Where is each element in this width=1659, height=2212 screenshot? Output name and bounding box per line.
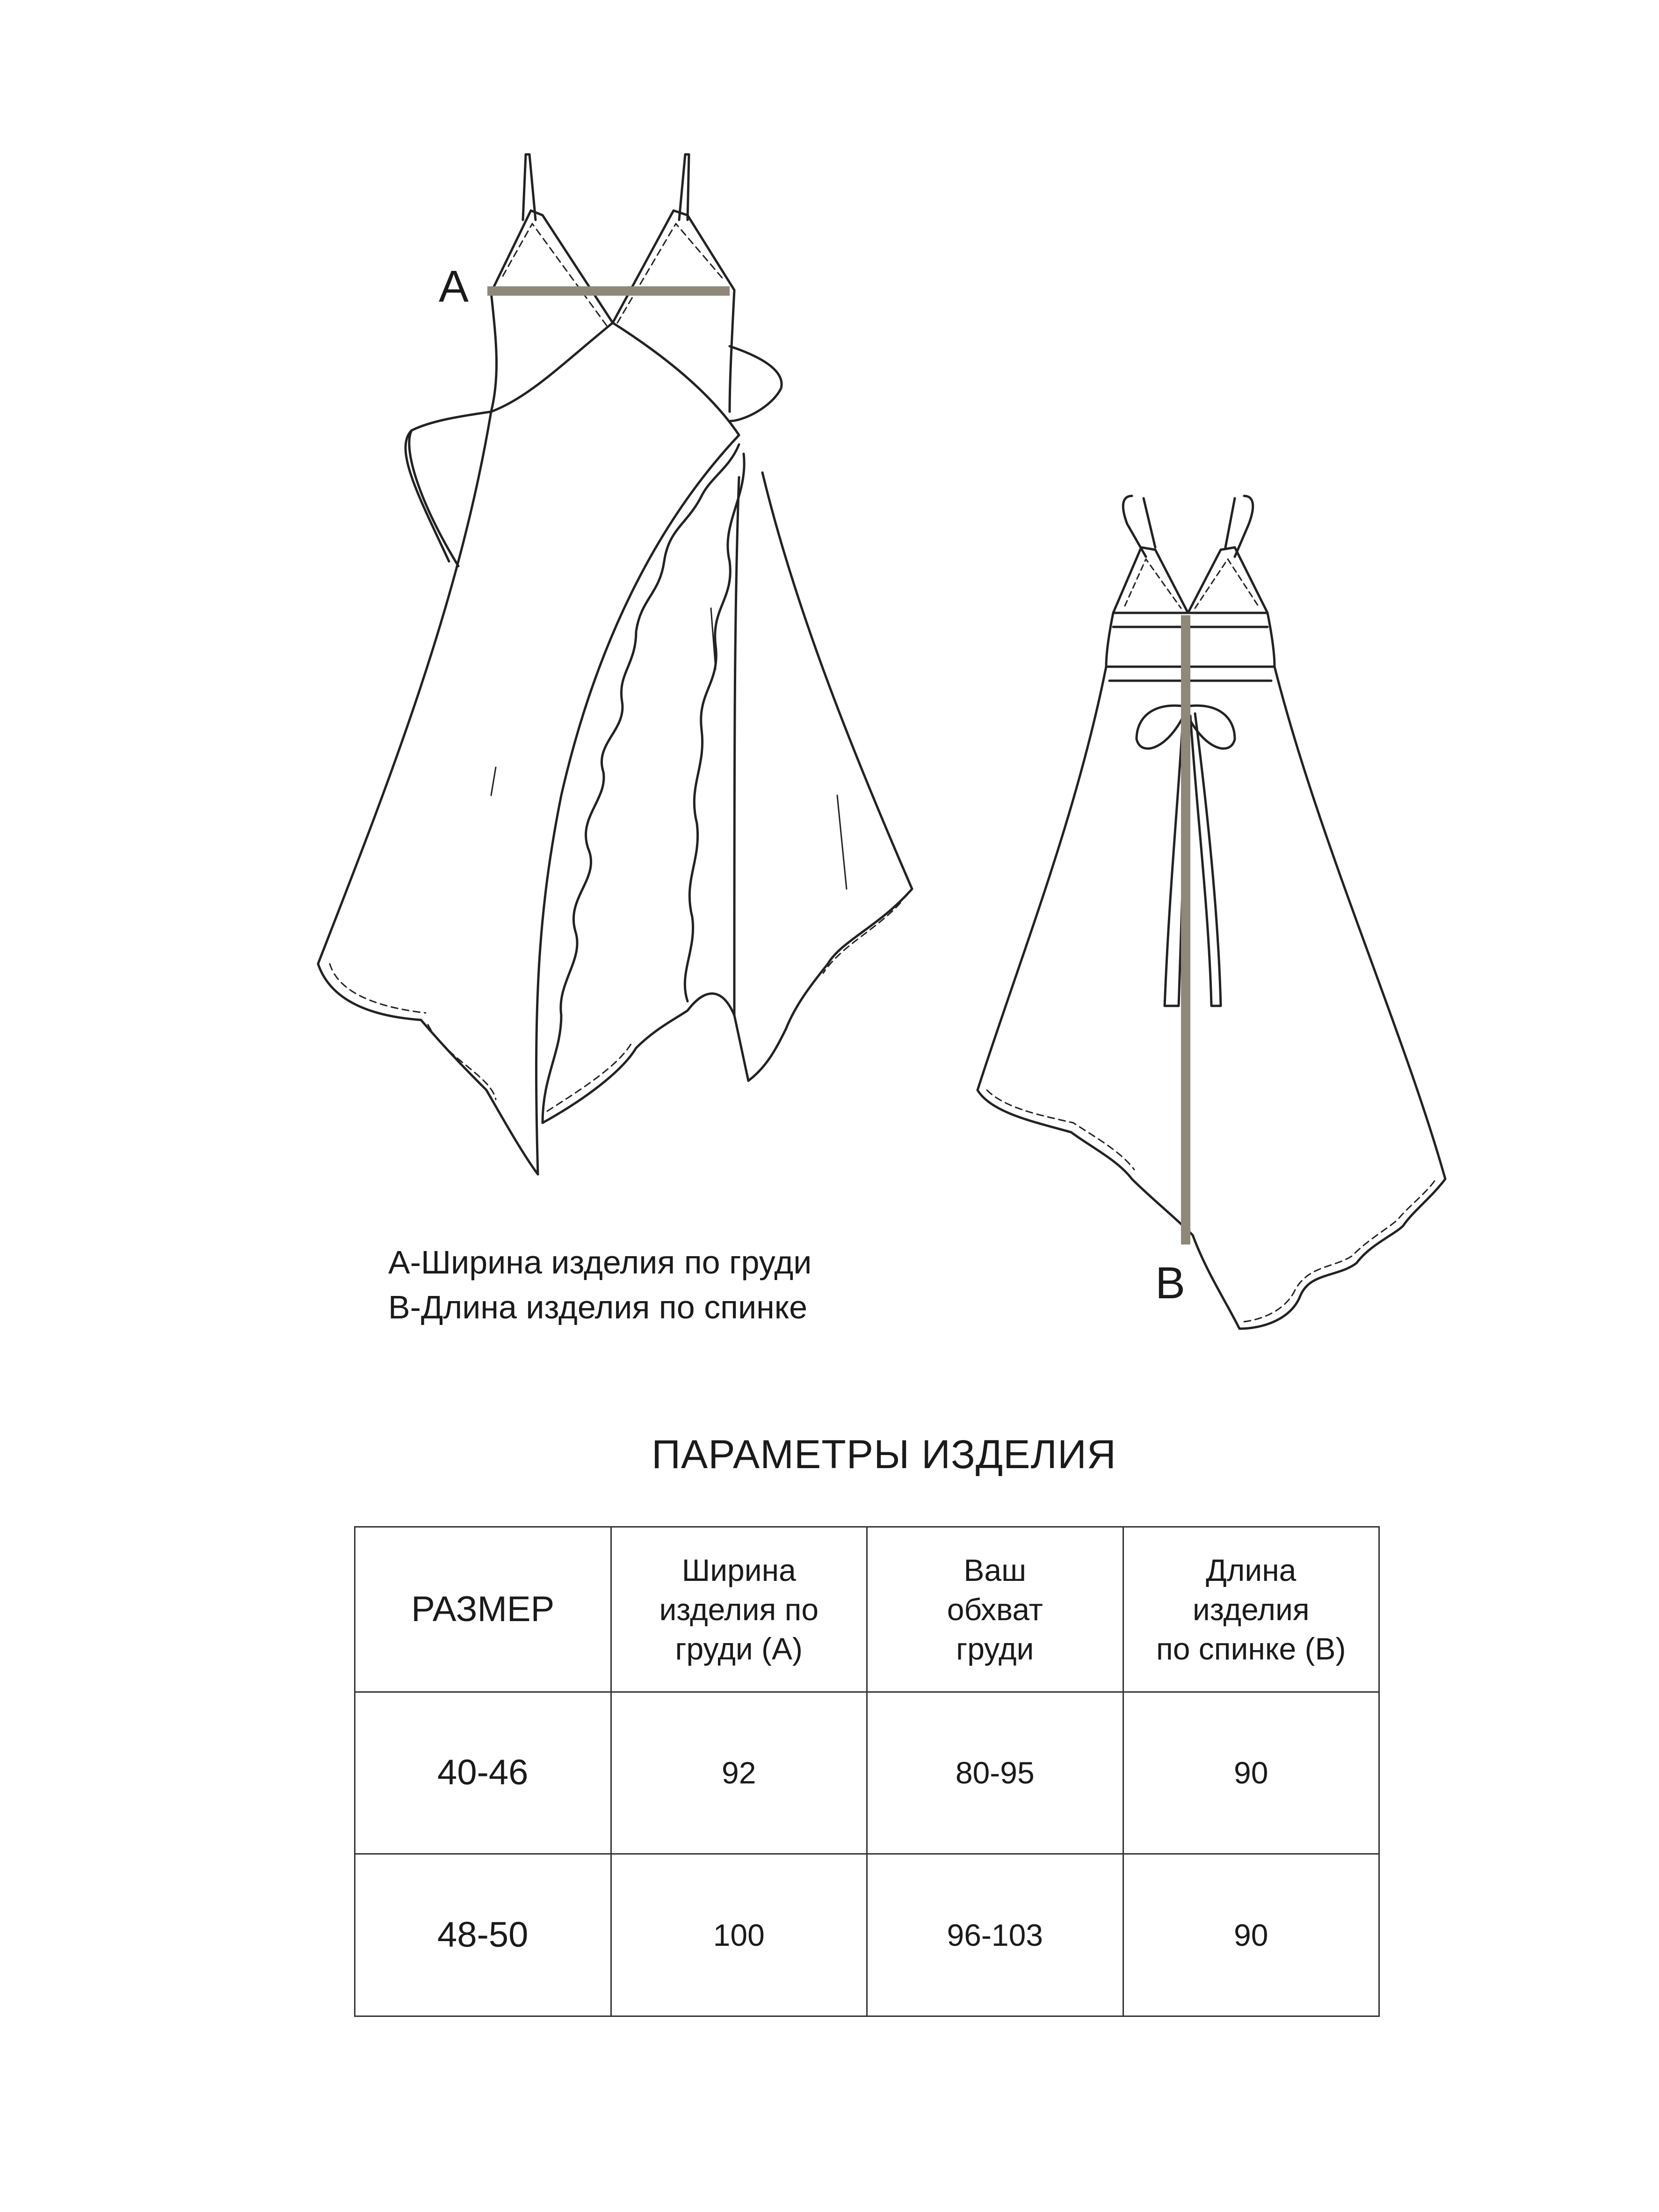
header-back-length (1123, 1527, 1379, 1692)
header-chest-width-line1: Ширина (681, 1552, 796, 1587)
cell-your-chest: 96-103 (867, 1854, 1123, 2016)
header-size (355, 1527, 611, 1692)
table-header-row (355, 1527, 1379, 1692)
header-your-chest-line3: груди (956, 1631, 1034, 1666)
cell-your-chest: 80-95 (867, 1692, 1123, 1854)
header-chest-width (611, 1527, 867, 1692)
measurement-legend (388, 1240, 811, 1330)
cell-back-length: 90 (1123, 1692, 1379, 1854)
cell-chest-width: 92 (611, 1692, 867, 1854)
cell-back-length: 90 (1123, 1854, 1379, 2016)
size-parameters-table (354, 1526, 1380, 2017)
legend-item-b: В-Длина изделия по спинке (388, 1289, 808, 1325)
legend-item-a: А-Ширина изделия по груди (388, 1244, 812, 1281)
table-title: ПАРАМЕТРЫ ИЗДЕЛИЯ (652, 1432, 1116, 1477)
header-your-chest-line2: обхват (947, 1592, 1043, 1627)
header-size-text: РАЗМЕР (411, 1589, 555, 1629)
dress-front-icon (318, 154, 912, 1174)
dress-back-icon (978, 496, 1445, 1329)
header-back-length-line1: Длина (1206, 1552, 1297, 1587)
header-your-chest (867, 1527, 1123, 1692)
header-your-chest-line1: Ваш (964, 1552, 1027, 1587)
header-chest-width-line3: груди (А) (675, 1631, 803, 1666)
header-back-length-line3: по спинке (В) (1156, 1631, 1346, 1666)
header-chest-width-line2: изделия по (659, 1592, 819, 1627)
header-back-length-line2: изделия (1192, 1592, 1310, 1627)
table-row (355, 1692, 1379, 1854)
cell-size: 48-50 (355, 1854, 611, 2016)
marker-a-label: A (439, 262, 469, 312)
cell-size: 40-46 (355, 1692, 611, 1854)
table-row (355, 1854, 1379, 2016)
cell-chest-width: 100 (611, 1854, 867, 2016)
marker-b-label: B (1155, 1258, 1186, 1308)
